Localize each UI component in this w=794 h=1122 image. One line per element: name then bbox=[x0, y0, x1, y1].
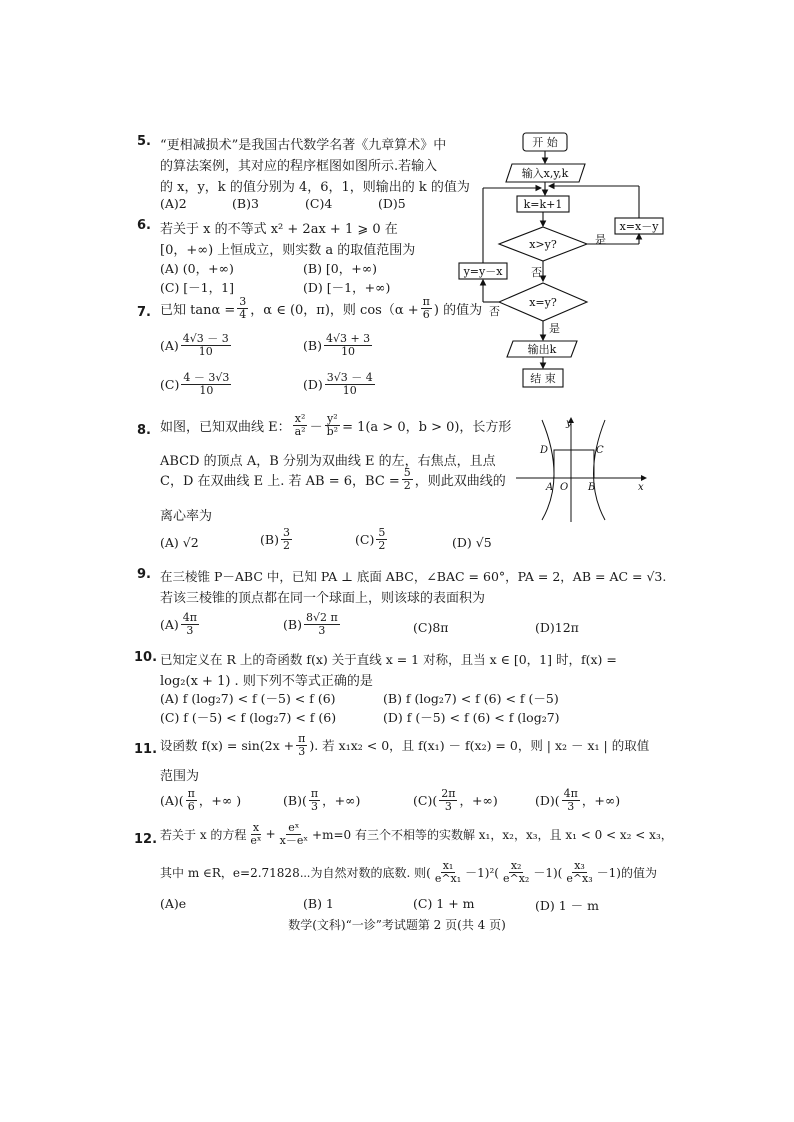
fraction bbox=[304, 612, 340, 636]
yes-label: 是 bbox=[595, 233, 606, 246]
numerator: π bbox=[422, 295, 430, 308]
start-label: 开 始 bbox=[532, 136, 558, 149]
fraction bbox=[278, 822, 310, 846]
text: 如图，已知双曲线 E： bbox=[160, 419, 291, 435]
denominator: 3 bbox=[310, 799, 318, 813]
fraction bbox=[181, 612, 199, 636]
numerator: x bbox=[252, 821, 260, 834]
question-number: 8. bbox=[137, 423, 151, 438]
option-d: (D)12π bbox=[535, 620, 579, 635]
text: ). 若 x₁x₂ < 0，且 f(x₁) － f(x₂) = 0，则 | x₂ － x₁ | 的取值 bbox=[309, 738, 650, 754]
option-c bbox=[413, 788, 498, 812]
question-text: 若该三棱锥的顶点都在同一个球面上，则该球的表面积为 bbox=[160, 591, 486, 606]
question-number: 11. bbox=[134, 742, 158, 757]
text: －1)的值为 bbox=[596, 865, 657, 880]
denominator: a² bbox=[294, 424, 306, 438]
numerator: π bbox=[187, 787, 195, 800]
question-text bbox=[160, 467, 506, 491]
fraction bbox=[501, 860, 531, 884]
text: 设函数 f(x) = sin(2x + bbox=[160, 738, 295, 754]
origin-label: O bbox=[560, 482, 569, 493]
option-c bbox=[355, 527, 389, 551]
point-b-label: B bbox=[588, 482, 596, 493]
question-number: 10. bbox=[134, 650, 158, 665]
option-d bbox=[535, 788, 620, 812]
denominator: b² bbox=[326, 424, 339, 438]
fraction bbox=[439, 788, 457, 812]
text: 已知 tanα = bbox=[160, 302, 236, 318]
option-c: (C)4 bbox=[305, 196, 333, 211]
denominator: 10 bbox=[341, 344, 356, 358]
text: ，α ∈ (0，π)，则 cos（α + bbox=[250, 302, 419, 318]
question-text: 的 x，y，k 的值分别为 4，6，1，则输出的 k 的值为 bbox=[160, 180, 470, 195]
fraction bbox=[402, 467, 413, 491]
question-text: 范围为 bbox=[160, 769, 200, 784]
fraction bbox=[325, 413, 340, 437]
no-label: 否 bbox=[531, 266, 542, 279]
question-text: ABCD 的顶点 A，B 分别为双曲线 E 的左，右焦点，且点 bbox=[160, 454, 496, 469]
question-number: 5. bbox=[137, 134, 151, 149]
text: －1)²( bbox=[465, 865, 499, 880]
option-b bbox=[303, 333, 374, 357]
denominator: 10 bbox=[342, 383, 357, 397]
denominator: 6 bbox=[187, 799, 195, 813]
denominator: eˣ bbox=[250, 833, 262, 847]
option-a: (A) √2 bbox=[160, 535, 199, 550]
denominator: x－eˣ bbox=[279, 833, 309, 847]
option-d: (D) √5 bbox=[452, 535, 492, 550]
output-label: 输出k bbox=[527, 343, 557, 356]
option-a: (A)e bbox=[160, 896, 187, 911]
question-text bbox=[160, 296, 482, 320]
fraction bbox=[296, 733, 307, 757]
text: ，+∞) bbox=[581, 793, 621, 809]
question-text bbox=[160, 733, 649, 757]
question-number: 12. bbox=[134, 832, 158, 847]
option-a: (A) f (log₂7) < f (－5) < f (6) bbox=[160, 691, 336, 706]
question-text: 若关于 x 的不等式 x² + 2ax + 1 ⩾ 0 在 bbox=[160, 222, 398, 237]
left-branch bbox=[542, 420, 554, 520]
fraction bbox=[421, 296, 432, 320]
option-d bbox=[303, 372, 377, 396]
input-label: 输入x,y,k bbox=[521, 167, 569, 180]
text: －1)( bbox=[533, 865, 563, 880]
text: + bbox=[265, 827, 276, 842]
denominator: 2 bbox=[403, 478, 411, 492]
option-b: (B) f (log₂7) < f (6) < f (－5) bbox=[383, 691, 559, 706]
numerator: 4 － 3√3 bbox=[183, 371, 230, 384]
point-a-label: A bbox=[546, 482, 554, 493]
fraction bbox=[376, 527, 387, 551]
hyperbola-figure bbox=[512, 412, 652, 527]
option-label: (B) bbox=[303, 337, 322, 353]
point-d-label: D bbox=[540, 445, 549, 456]
option-label: (B) bbox=[283, 616, 302, 632]
denominator: 10 bbox=[198, 344, 213, 358]
option-label: (C) bbox=[160, 376, 180, 392]
numerator: 5 bbox=[403, 466, 411, 479]
denominator: 2 bbox=[378, 538, 386, 552]
denominator: e^x₂ bbox=[502, 871, 530, 885]
option-label: (D) bbox=[303, 376, 323, 392]
fraction bbox=[186, 788, 197, 812]
fraction bbox=[293, 413, 308, 437]
text: = 1(a > 0，b > 0)，长方形 bbox=[342, 419, 512, 435]
question-text: “更相减损术”是我国古代数学名著《九章算术》中 bbox=[160, 138, 447, 153]
option-a bbox=[160, 788, 241, 812]
no-label: 否 bbox=[489, 305, 500, 318]
denominator: 3 bbox=[444, 799, 452, 813]
numerator: 4π bbox=[182, 611, 198, 624]
fraction bbox=[181, 372, 231, 396]
numerator: π bbox=[298, 732, 306, 745]
text: － bbox=[309, 419, 323, 435]
text: ，+∞ ) bbox=[198, 793, 242, 809]
denominator: e^x₁ bbox=[434, 871, 462, 885]
option-c bbox=[160, 372, 233, 396]
numerator: 3 bbox=[282, 526, 290, 539]
numerator: 5 bbox=[378, 526, 386, 539]
question-number: 9. bbox=[137, 567, 151, 582]
question-text: 的算法案例，其对应的程序框图如图所示.若输入 bbox=[160, 159, 438, 174]
option-c: (C)8π bbox=[413, 620, 449, 635]
option-d: (D) [－1，+∞) bbox=[303, 280, 391, 295]
right-branch bbox=[594, 420, 606, 520]
option-label: (A) bbox=[160, 616, 179, 632]
numerator: 8√2 π bbox=[305, 611, 338, 624]
question-number: 6. bbox=[137, 218, 151, 233]
option-a bbox=[160, 612, 201, 636]
option-a: (A)2 bbox=[160, 196, 187, 211]
assign-x-label: x=x－y bbox=[619, 220, 659, 233]
text: (C)( bbox=[413, 792, 438, 808]
numerator: eˣ bbox=[288, 821, 300, 834]
denominator: 10 bbox=[199, 383, 214, 397]
option-b bbox=[283, 788, 360, 812]
text: C，D 在双曲线 E 上. 若 AB = 6，BC = bbox=[160, 473, 400, 489]
text: ，+∞) bbox=[322, 793, 361, 809]
question-number: 7. bbox=[137, 305, 151, 320]
fraction bbox=[433, 860, 463, 884]
numerator: π bbox=[310, 787, 319, 800]
fraction bbox=[181, 333, 231, 357]
option-b: (B) 1 bbox=[303, 896, 334, 911]
text: 若关于 x 的方程 bbox=[160, 827, 247, 842]
text: +m=0 有三个不相等的实数解 x₁，x₂，x₃，且 x₁ < 0 < x₂ < x₃， bbox=[312, 827, 673, 842]
option-c: (C) 1 + m bbox=[413, 896, 475, 911]
text: (D)( bbox=[535, 792, 560, 808]
option-d: (D) 1 － m bbox=[535, 898, 600, 913]
denominator: e^x₃ bbox=[566, 871, 593, 885]
option-label: (C) bbox=[355, 531, 375, 547]
option-d: (D) f (－5) < f (6) < f (log₂7) bbox=[383, 710, 560, 725]
decision-1-label: x>y? bbox=[529, 238, 557, 251]
numerator: 2π bbox=[441, 787, 456, 800]
fraction bbox=[325, 372, 375, 396]
numerator: x₁ bbox=[442, 859, 454, 872]
question-text: 在三棱锥 P－ABC 中，已知 PA ⊥ 底面 ABC，∠BAC = 60°，PA = 2，AB = AC = √3. bbox=[160, 569, 667, 584]
flowchart bbox=[455, 128, 685, 396]
denominator: 2 bbox=[282, 538, 290, 552]
option-a: (A) (0，+∞) bbox=[160, 261, 234, 276]
numerator: x₂ bbox=[510, 859, 522, 872]
denominator: 3 bbox=[298, 744, 306, 758]
question-text: 已知定义在 R 上的奇函数 f(x) 关于直线 x = 1 对称，且当 x ∈ [0，1] 时，f(x) = bbox=[160, 652, 617, 667]
option-b bbox=[283, 612, 342, 636]
decision-2-label: x=y? bbox=[529, 296, 557, 309]
fraction bbox=[562, 788, 580, 812]
question-text bbox=[160, 413, 511, 437]
fraction bbox=[237, 296, 248, 320]
option-b: (B)3 bbox=[232, 196, 259, 211]
option-label: (A) bbox=[160, 337, 179, 353]
numerator: 4π bbox=[563, 787, 578, 800]
numerator: x² bbox=[294, 412, 306, 425]
text: ) 的值为 bbox=[433, 302, 483, 318]
question-text: 离心率为 bbox=[160, 509, 213, 524]
fraction bbox=[564, 860, 594, 884]
numerator: x₃ bbox=[574, 859, 585, 872]
x-axis-label: x bbox=[638, 482, 644, 493]
text: (B)( bbox=[283, 792, 307, 808]
question-text bbox=[160, 822, 673, 846]
numerator: 4√3 + 3 bbox=[325, 332, 371, 345]
text: ，则此双曲线的 bbox=[414, 473, 506, 489]
option-b: (B) [0，+∞) bbox=[303, 261, 378, 276]
text: ，+∞) bbox=[459, 793, 498, 809]
assign-y-label: y=y－x bbox=[463, 265, 503, 278]
question-text: log₂(x + 1) . 则下列不等式正确的是 bbox=[160, 674, 373, 689]
end-label: 结 束 bbox=[530, 372, 556, 385]
denominator: 3 bbox=[318, 623, 326, 637]
option-c: (C) [－1，1] bbox=[160, 280, 234, 295]
rectangle-abcd bbox=[554, 450, 594, 478]
question-text: [0，+∞) 上恒成立，则实数 a 的取值范围为 bbox=[160, 243, 416, 258]
point-c-label: C bbox=[596, 445, 604, 456]
option-b bbox=[260, 527, 294, 551]
numerator: y² bbox=[327, 412, 338, 425]
y-axis-label: y bbox=[566, 418, 572, 429]
denominator: 3 bbox=[567, 799, 575, 813]
page-footer: 数学(文科)“一诊”考试题第 2 页(共 4 页) bbox=[288, 918, 506, 932]
fraction bbox=[248, 822, 263, 846]
denominator: 4 bbox=[239, 307, 247, 321]
denominator: 6 bbox=[422, 307, 430, 321]
yes-label: 是 bbox=[549, 322, 560, 335]
question-text bbox=[160, 860, 657, 884]
numerator: 3√3 － 4 bbox=[326, 371, 373, 384]
numerator: 3 bbox=[239, 295, 247, 308]
option-a bbox=[160, 333, 233, 357]
text: (A)( bbox=[160, 792, 184, 808]
option-d: (D)5 bbox=[378, 196, 406, 211]
text: 其中 m ∈R，e=2.71828⋯为自然对数的底数. 则( bbox=[160, 865, 431, 880]
option-c: (C) f (－5) < f (log₂7) < f (6) bbox=[160, 710, 337, 725]
option-label: (B) bbox=[260, 531, 279, 547]
fraction bbox=[309, 788, 320, 812]
numerator: 4√3 － 3 bbox=[182, 332, 229, 345]
fraction bbox=[324, 333, 372, 357]
denominator: 3 bbox=[186, 623, 194, 637]
fraction bbox=[281, 527, 292, 551]
step-label: k=k+1 bbox=[523, 198, 563, 211]
